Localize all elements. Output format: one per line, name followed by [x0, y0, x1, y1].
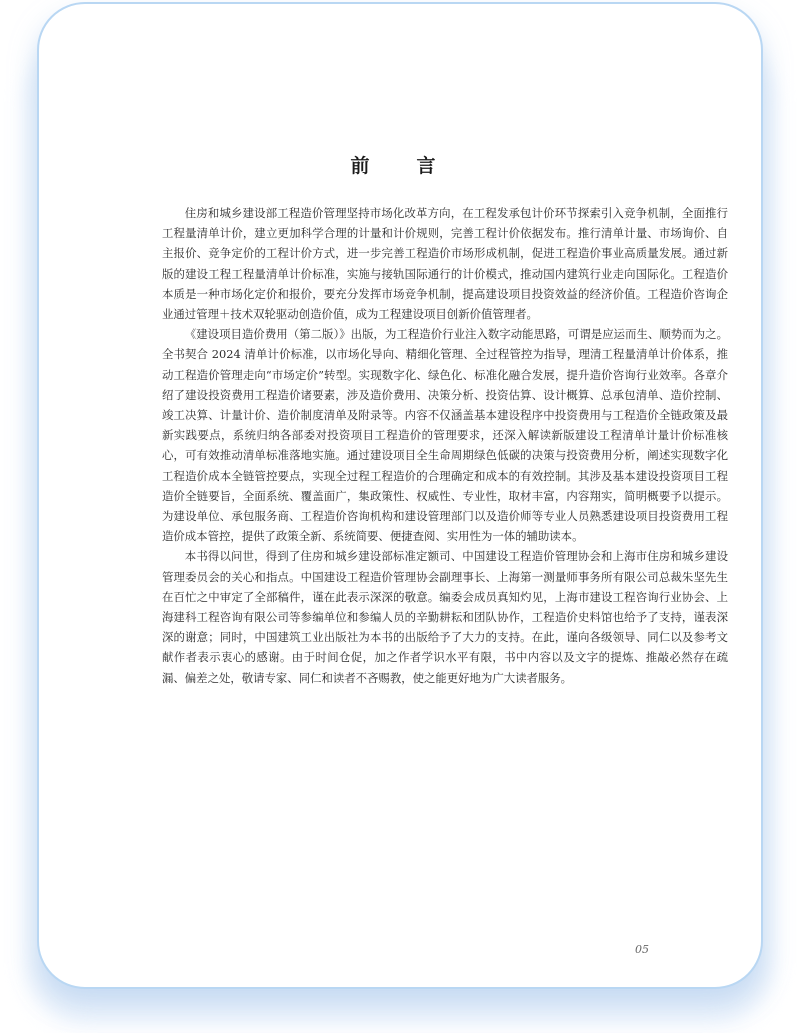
preface-body — [162, 203, 728, 688]
page-card — [37, 2, 763, 989]
page-number: 05 — [635, 943, 649, 956]
paragraph: 本书得以问世，得到了住房和城乡建设部标准定额司、中国建设工程造价管理协会和上海市住房和城乡建设管理委员会的关心和指点。中国建设工程造价管理协会副理事长、上海第一测量师事务所有限公司总裁朱坚先生在百忙之中审定了全部稿件，谨在此表示深深的敬意。编委会成员真知灼见，上海市建设工程咨询行业协会、上海建科工程咨询有限公司等参编单位和参编人员的辛勤耕耘和团队协作，工程造价史料馆也给予了支持，谨表深深的谢意；同时，中国建筑工业出版社为本书的出版给予了大力的支持。在此，谨向各级领导、同仁以及参考文献作者表示衷心的感谢。由于时间仓促，加之作者学识水平有限，书中内容以及文字的提炼、推敲必然存在疏漏、偏差之处，敬请专家、同仁和读者不吝赐教，使之能更好地为广大读者服务。 — [162, 549, 728, 685]
paragraph: 住房和城乡建设部工程造价管理坚持市场化改革方向，在工程发承包计价环节探索引入竞争机制，全面推行工程量清单计价，建立更加科学合理的计量和计价规则，完善工程计价依据发布。推行清单计量、市场询价、自主报价、竞争定价的工程计价方式，进一步完善工程造价市场形成机制，促进工程造价事业高质量发展。通过新版的建设工程工程量清单计价标准，实施与接轨国际通行的计价模式，推动国内建筑行业走向国际化。工程造价本质是一种市场化定价和报价，要充分发挥市场竞争机制，提高建设项目投资效益的经济价值。工程造价咨询企业通过管理＋技术双轮驱动创造价值，成为工程建设项目创新价值管理者。 — [162, 206, 728, 322]
paragraph: 《建设项目造价费用（第二版）》出版，为工程造价行业注入数字动能思路，可谓是应运而生、顺势而为之。全书契合 2024 清单计价标准，以市场化导向、精细化管理、全过程管控为指导，理清工程量清单计价体系，推动工程造价管理走向“市场定价”转型。实现数字化、绿色化、标准化融合发展，提升造价咨询行业效率。各章介绍了建设投资费用工程造价诸要素，涉及造价费用、决策分析、投资估算、设计概算、总承包清单、造价控制、竣工决算、计量计价、造价制度清单及附录等。内容不仅涵盖基本建设程序中投资费用与工程造价全链政策及最新实践要点，系统归纳各部委对投资项目工程造价的管理要求，还深入解读新版建设工程清单计量计价标准核心，可有效推动清单标准落地实施。通过建设项目全生命周期绿色低碳的决策与投资费用分析，阐述实现数字化工程造价成本全链管控要点，实现全过程工程造价的合理确定和成本的有效控制。其涉及基本建设投资项目工程造价全链要旨，全面系统、覆盖面广，集政策性、权威性、专业性，取材丰富，内容翔实，简明概要予以提示。为建设单位、承包服务商、工程造价咨询机构和建设管理部门以及造价师等专业人员熟悉建设项目投资费用工程造价成本管控，提供了政策全新、系统简要、便捷查阅、实用性为一体的辅助读本。 — [162, 327, 728, 544]
document-page — [39, 4, 761, 987]
page-title: 前 言 — [350, 155, 450, 177]
